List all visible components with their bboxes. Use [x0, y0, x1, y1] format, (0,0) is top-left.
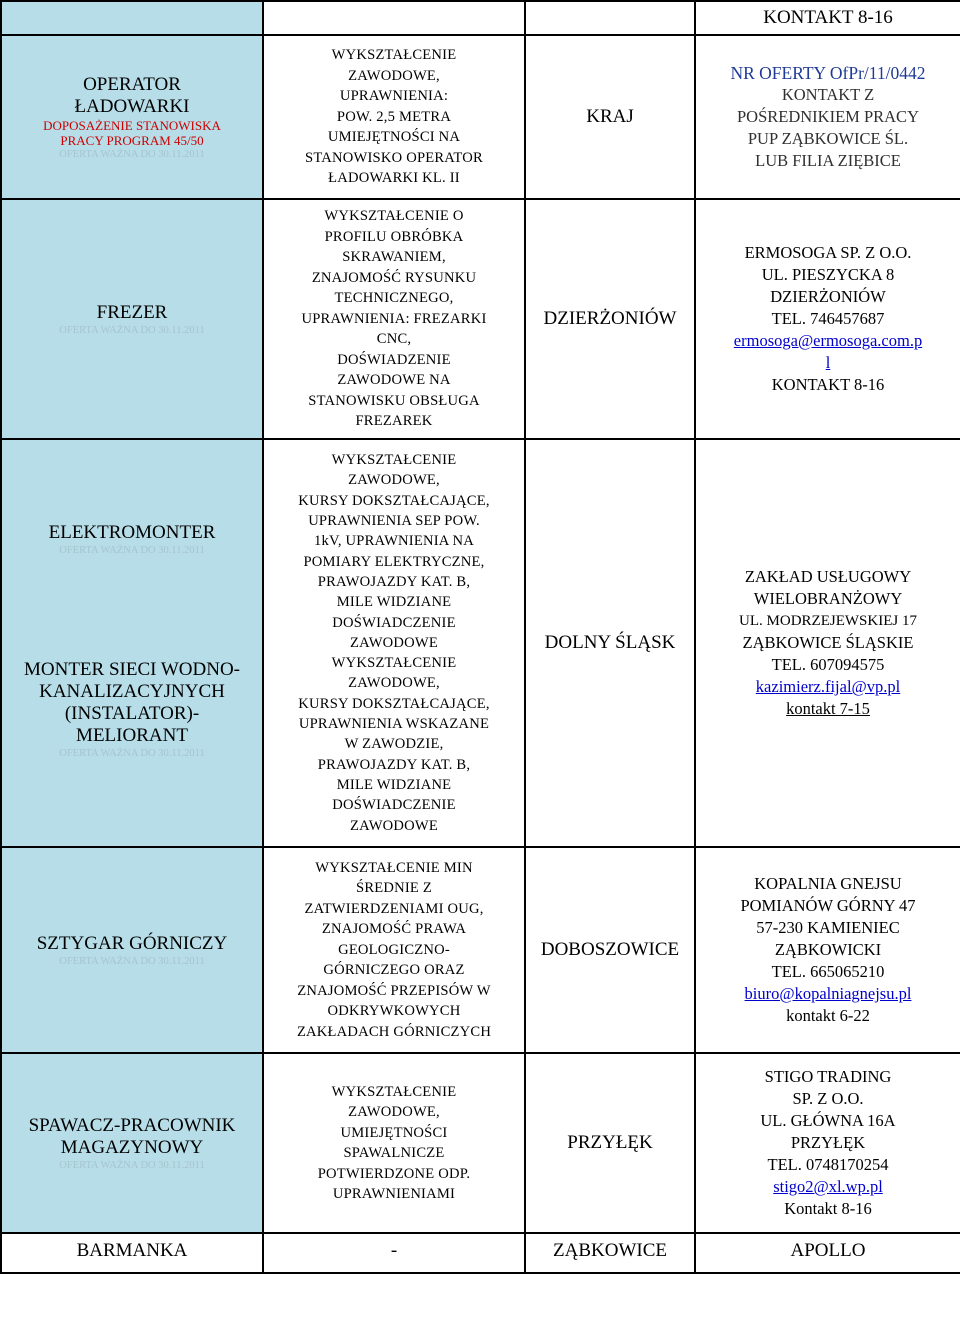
requirement-line: UPRAWNIENIAMI: [332, 1186, 456, 1202]
location-name: DOLNY ŚLĄSK: [544, 632, 676, 653]
requirement-line: ZATWIERDZENIAMI OUG,: [304, 900, 484, 917]
contact-line: TEL. 746457687: [771, 309, 885, 328]
contact-line: STIGO TRADING: [764, 1067, 892, 1086]
position-title: KANALIZACYJNYCH: [39, 681, 225, 702]
requirement-line: SPAWALNICZE: [343, 1145, 445, 1161]
position-title: MELIORANT: [76, 725, 188, 746]
requirement-line: ZNAJOMOŚĆ RYSUNKU: [311, 269, 477, 286]
email-link[interactable]: kazimierz.fijal@vp.pl: [755, 677, 901, 696]
requirement-line: WYKSZTAŁCENIE O: [324, 208, 464, 225]
requirement-line: WYKSZTAŁCENIE: [331, 47, 457, 64]
offer-number: NR OFERTY OfPr/11/0442: [730, 63, 926, 83]
requirement-line: ŁADOWARKI KL. II: [328, 170, 460, 187]
position-cell: [1, 35, 263, 199]
position-cell: [1, 1233, 263, 1273]
requirements-cell: [263, 199, 525, 439]
requirement-line: GEOLOGICZNO-: [338, 941, 450, 958]
location-cell: [525, 439, 695, 847]
requirement-line: WYKSZTAŁCENIE MIN: [315, 859, 473, 876]
requirement-line: MILE WIDZIANE: [336, 594, 452, 611]
contact-cell: [695, 1233, 960, 1273]
table-row: [1, 199, 960, 439]
contact-line: UL. GŁÓWNA 16A: [760, 1111, 896, 1130]
contact-line: PRZYŁĘK: [790, 1133, 866, 1152]
requirement-line: ZAWODOWE: [350, 634, 438, 651]
location-cell: [525, 847, 695, 1053]
contact-line: TEL. 665065210: [771, 962, 885, 981]
position-title: MONTER SIECI WODNO-: [23, 659, 241, 680]
position-note: PRACY PROGRAM 45/50: [60, 132, 204, 148]
requirement-line: 1kV, UPRAWNIENIA NA: [313, 533, 475, 550]
email-link[interactable]: biuro@kopalniagnejsu.pl: [744, 984, 912, 1003]
requirement-line: UMIEJĘTNOŚCI: [340, 1124, 448, 1141]
email-link[interactable]: l: [825, 353, 831, 372]
offer-validity: OFERTA WAŻNA DO 30.11.2011: [59, 955, 205, 967]
requirement-line: UPRAWNIENIA: FREZARKI: [301, 310, 487, 327]
position-title: MAGAZYNOWY: [60, 1136, 204, 1158]
requirement-line: WYKSZTAŁCENIE: [331, 452, 457, 469]
requirement-line: PRAWOJAZDY KAT. B,: [317, 573, 471, 590]
requirements-cell: [263, 1053, 525, 1233]
offer-validity: OFERTA WAŻNA DO 30.11.2011: [59, 545, 205, 556]
offer-validity: OFERTA WAŻNA DO 30.11.2011: [59, 148, 205, 160]
requirement-line: POMIARY ELEKTRYCZNE,: [303, 553, 485, 570]
table-row: [1, 1, 960, 35]
requirement-line: PRAWOJAZDY KAT. B,: [317, 756, 471, 773]
table-row: [1, 439, 960, 847]
contact-line: KONTAKT Z: [781, 85, 875, 104]
requirement-line: FREZAREK: [355, 413, 433, 430]
requirement-line: STANOWISKU OBSŁUGA: [308, 392, 480, 409]
requirement-line: DOŚWIADZENIE: [337, 351, 451, 368]
position-cell: [1, 1, 263, 35]
requirement-line: ZAWODOWE: [350, 817, 438, 834]
requirement-line: ZAWODOWE,: [348, 67, 440, 84]
requirements-cell: [263, 35, 525, 199]
requirement-line: ZAKŁADACH GÓRNICZYCH: [296, 1023, 492, 1040]
position-title: BARMANKA: [76, 1240, 188, 1261]
requirement-line: POTWIERDZONE ODP.: [317, 1165, 471, 1182]
location-name: DZIERŻONIÓW: [543, 308, 677, 329]
position-title: ŁADOWARKI: [74, 95, 190, 117]
requirement-line: UPRAWNIENIA SEP POW.: [308, 513, 480, 530]
contact-line: WIELOBRANŻOWY: [753, 589, 903, 608]
contact-hours: Kontakt 8-16: [784, 1199, 872, 1218]
contact-line: PUP ZĄBKOWICE ŚL.: [747, 129, 909, 148]
contact-line: APOLLO: [790, 1240, 866, 1261]
requirement-line: PROFILU OBRÓBKA: [324, 228, 464, 245]
requirement-line: DOŚWIADCZENIE: [332, 614, 456, 631]
table-row: [1, 847, 960, 1053]
contact-line: TEL. 607094575: [771, 655, 885, 674]
position-cell: [1, 199, 263, 439]
contact-cell: [695, 439, 960, 847]
requirement-line: UPRAWNIENIA WSKAZANE: [298, 716, 490, 733]
position-note: DOPOSAŻENIE STANOWISKA: [43, 117, 221, 133]
position-cell: [1, 847, 263, 1053]
requirement-line: UMIEJĘTNOŚCI NA: [327, 129, 461, 146]
email-link[interactable]: ermosoga@ermosoga.com.p: [733, 331, 923, 350]
position-cell: [1, 1053, 263, 1233]
email-link[interactable]: stigo2@xl.wp.pl: [773, 1177, 883, 1196]
requirement-line: UPRAWNIENIA:: [339, 88, 449, 105]
requirement-line: DOŚWIADCZENIE: [332, 797, 456, 814]
contact-line: DZIERŻONIÓW: [770, 287, 886, 306]
requirement-line: TECHNICZNEGO,: [334, 290, 454, 307]
position-title: SPAWACZ-PRACOWNIK: [28, 1114, 236, 1136]
requirement-line: ŚREDNIE Z: [356, 880, 432, 897]
requirement-line: KURSY DOKSZTAŁCAJĄCE,: [298, 695, 490, 712]
requirement-line: ZAWODOWE,: [348, 1104, 440, 1120]
position-cell: [1, 439, 263, 847]
location-cell: [525, 1, 695, 35]
contact-hours: kontakt 6-22: [786, 1006, 870, 1025]
location-name: ZĄBKOWICE: [553, 1240, 667, 1261]
requirement-line: ZAWODOWE,: [348, 675, 440, 692]
requirement-line: MILE WIDZIANE: [336, 776, 452, 793]
requirement-line: ODKRYWKOWYCH: [327, 1003, 461, 1020]
requirements-cell: [263, 439, 525, 847]
contact-line: ZĄBKOWICE ŚLĄSKIE: [742, 633, 914, 652]
position-title: SZTYGAR GÓRNICZY: [36, 932, 228, 954]
requirement-line: POW. 2,5 METRA: [336, 108, 452, 125]
requirement-line: -: [390, 1240, 398, 1261]
requirement-line: ZNAJOMOŚĆ PRZEPISÓW W: [297, 982, 491, 999]
requirement-line: W ZAWODZIE,: [344, 736, 444, 753]
location-name: DOBOSZOWICE: [540, 939, 680, 960]
location-name: PRZYŁĘK: [567, 1132, 653, 1153]
contact-line: TEL. 0748170254: [767, 1155, 889, 1174]
contact-line: ZAKŁAD USŁUGOWY: [744, 567, 912, 586]
contact-cell: [695, 199, 960, 439]
contact-line: UL. MODRZEJEWSKIEJ 17: [739, 613, 917, 629]
requirement-line: STANOWISKO OPERATOR: [305, 149, 483, 166]
contact-cell: [695, 1, 960, 35]
contact-line: 57-230 KAMIENIEC: [756, 918, 900, 937]
requirement-line: GÓRNICZEGO ORAZ: [323, 962, 465, 979]
requirement-line: SKRAWANIEM,: [342, 249, 446, 266]
requirements-cell: [263, 1233, 525, 1273]
location-cell: [525, 199, 695, 439]
location-cell: [525, 35, 695, 199]
position-title: OPERATOR: [83, 73, 181, 95]
requirement-line: CNC,: [376, 331, 412, 348]
table-row: [1, 1233, 960, 1273]
requirements-cell: [263, 847, 525, 1053]
contact-cell: [695, 847, 960, 1053]
offer-validity: OFERTA WAŻNA DO 30.11.2011: [59, 748, 205, 759]
offer-validity: OFERTA WAŻNA DO 30.11.2011: [59, 324, 205, 336]
requirement-line: WYKSZTAŁCENIE: [331, 1083, 457, 1100]
table-row: [1, 1053, 960, 1233]
position-title: (INSTALATOR)-: [64, 703, 200, 724]
contact-hours: kontakt 7-15: [786, 699, 870, 718]
position-title: ELEKTROMONTER: [48, 522, 216, 543]
contact-line: KOPALNIA GNEJSU: [754, 874, 902, 893]
contact-line: POŚREDNIKIEM PRACY: [737, 107, 919, 126]
contact-cell: [695, 35, 960, 199]
table-row: [1, 35, 960, 199]
contact-line: ERMOSOGA SP. Z O.O.: [744, 243, 912, 262]
location-name: KRAJ: [586, 106, 634, 127]
contact-line: UL. PIESZYCKA 8: [761, 265, 895, 284]
contact-hours: KONTAKT 8-16: [763, 7, 893, 28]
requirement-line: ZAWODOWE NA: [337, 372, 451, 389]
requirement-line: WYKSZTAŁCENIE: [331, 655, 457, 672]
requirement-line: KURSY DOKSZTAŁCAJĄCE,: [298, 492, 490, 509]
contact-line: ZĄBKOWICKI: [774, 940, 882, 959]
location-cell: [525, 1233, 695, 1273]
contact-line: SP. Z O.O.: [792, 1089, 864, 1108]
requirements-cell: [263, 1, 525, 35]
contact-hours: KONTAKT 8-16: [771, 375, 885, 394]
requirement-line: ZAWODOWE,: [348, 472, 440, 489]
position-title: FREZER: [96, 301, 168, 323]
offer-validity: OFERTA WAŻNA DO 30.11.2011: [59, 1159, 205, 1171]
contact-line: LUB FILIA ZIĘBICE: [755, 151, 901, 170]
contact-cell: [695, 1053, 960, 1233]
requirement-line: ZNAJOMOŚĆ PRAWA: [321, 921, 467, 938]
location-cell: [525, 1053, 695, 1233]
contact-line: POMIANÓW GÓRNY 47: [740, 896, 916, 915]
